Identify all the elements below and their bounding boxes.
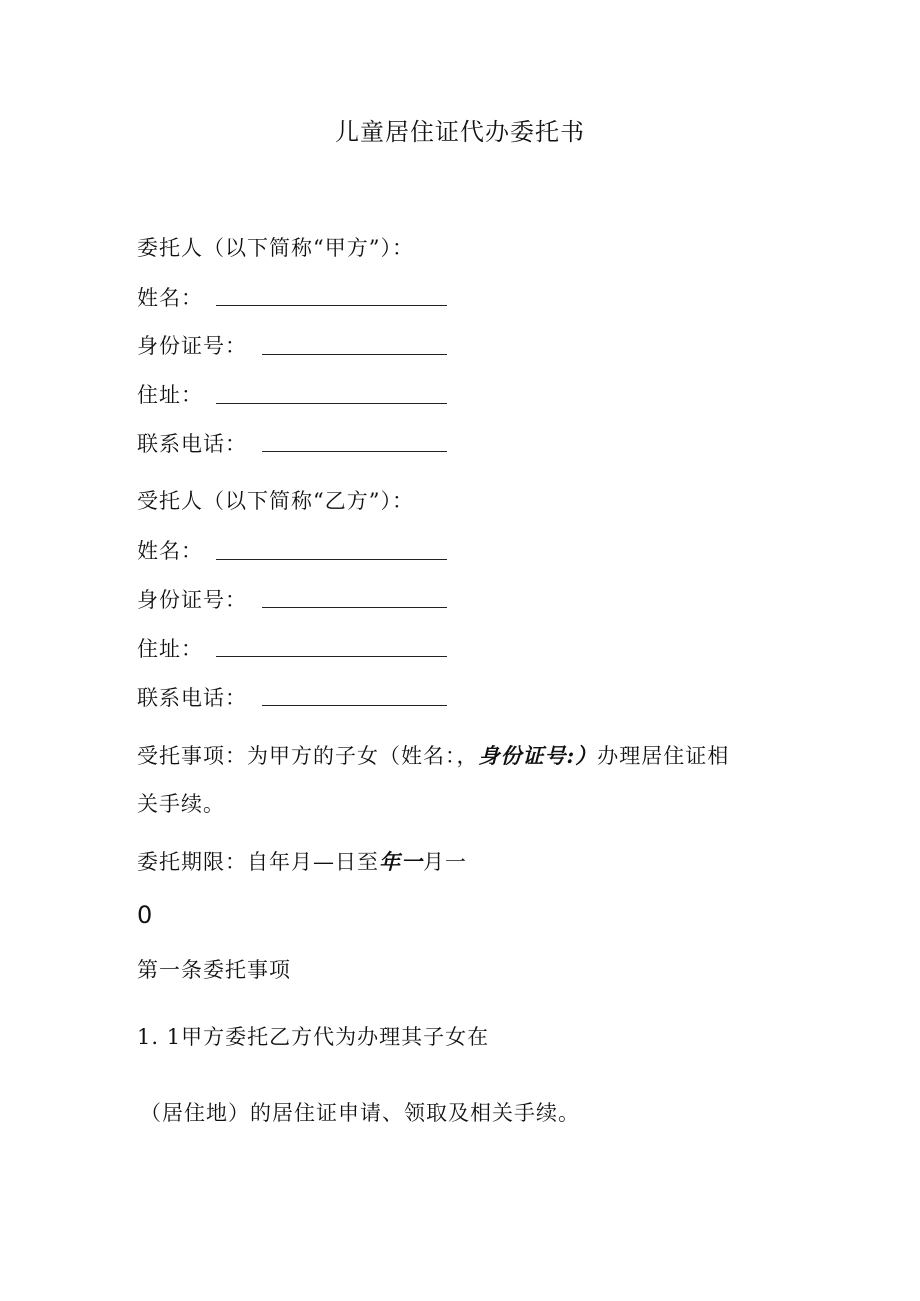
party-b-name-blank bbox=[216, 558, 447, 560]
period-text: 委托期限：自年月—日至 bbox=[137, 850, 379, 874]
party-b-address-blank bbox=[216, 655, 447, 657]
article-1-heading: 第一条委托事项 bbox=[137, 958, 291, 982]
entrusted-matter-text: 受托事项：为甲方的子女（姓名：， bbox=[137, 744, 479, 768]
article-1-clause: 1. 1甲方委托乙方代为办理其子女在 bbox=[137, 1025, 490, 1049]
entrustment-period bbox=[137, 848, 467, 876]
party-b-phone-blank bbox=[262, 704, 447, 706]
article-1-clause-continued: （居住地）的居住证申请、领取及相关手续。 bbox=[140, 1101, 580, 1125]
entrusted-matter-id-emphasis: 身份证号:） bbox=[478, 743, 598, 768]
entrusted-matter-text-end: 办理居住证相 bbox=[597, 744, 730, 768]
party-b-name-label: 姓名： bbox=[137, 539, 203, 563]
party-a-address-label: 住址： bbox=[137, 383, 203, 407]
party-b-id-label: 身份证号： bbox=[137, 588, 247, 612]
party-a-phone-label: 联系电话： bbox=[137, 432, 247, 456]
party-b-phone-label: 联系电话： bbox=[137, 686, 247, 710]
document-title: 儿童居住证代办委托书 bbox=[335, 118, 585, 146]
period-month: 月一 bbox=[423, 850, 467, 874]
party-a-name-blank bbox=[216, 304, 447, 306]
party-b-heading: 受托人（以下简称“乙方”）： bbox=[137, 489, 414, 513]
entrusted-matter bbox=[137, 742, 729, 770]
party-a-id-blank bbox=[262, 353, 447, 355]
party-a-heading: 委托人（以下简称“甲方”）： bbox=[137, 236, 414, 260]
period-continued: 0 bbox=[137, 901, 154, 929]
party-a-name-label: 姓名： bbox=[137, 286, 203, 310]
party-a-address-blank bbox=[216, 402, 447, 404]
party-b-address-label: 住址： bbox=[137, 637, 203, 661]
period-year-emphasis: 年一 bbox=[379, 849, 423, 874]
party-b-id-blank bbox=[262, 606, 447, 608]
party-a-id-label: 身份证号： bbox=[137, 334, 247, 358]
party-a-phone-blank bbox=[262, 450, 447, 452]
entrusted-matter-continued: 关手续。 bbox=[137, 792, 225, 816]
